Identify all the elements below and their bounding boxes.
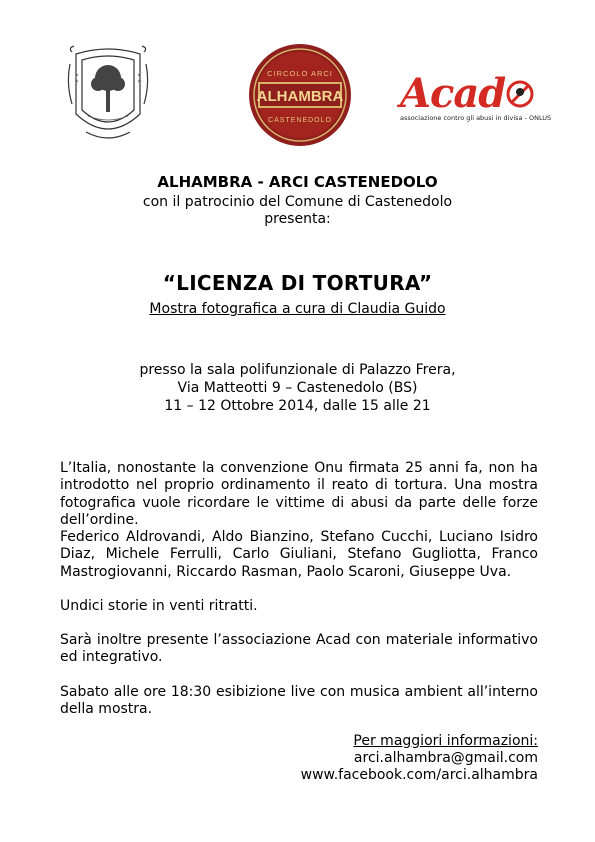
prohibition-icon bbox=[506, 80, 534, 108]
contact-email[interactable]: arci.alhambra@gmail.com bbox=[353, 750, 538, 766]
stories-line: Undici storie in venti ritratti. bbox=[60, 598, 258, 614]
intro-paragraph: L’Italia, nonostante la convenzione Onu firmata 25 anni fa, non ha introdotto nel proprio ordinamento il reato di tortura. Una mostra fotografica vuole ricordare le vittime di abusi da parte delle forze dell’ordine. bbox=[60, 460, 538, 529]
alhambra-logo-bottom: CASTENEDOLO bbox=[268, 117, 332, 124]
municipal-crest-logo bbox=[66, 44, 150, 146]
alhambra-logo-main: ALHAMBRA bbox=[256, 88, 344, 105]
organization-title: ALHAMBRA - ARCI CASTENEDOLO bbox=[157, 173, 438, 191]
presents-line: presenta: bbox=[264, 211, 331, 227]
live-music-paragraph: Sabato alle ore 18:30 esibizione live con musica ambient all’interno della mostra. bbox=[60, 684, 538, 718]
contact-website[interactable]: www.facebook.com/arci.alhambra bbox=[300, 767, 538, 783]
victims-list: Federico Aldrovandi, Aldo Bianzino, Stefano Cucchi, Luciano Isidro Diaz, Michele Ferrulli, Carlo Giuliani, Stefano Gugliotta, Franco Mastrogiovanni, Riccardo Rasman, Paolo Scaroni, Giuseppe Uva. bbox=[60, 529, 538, 580]
exhibition-subtitle: Mostra fotografica a cura di Claudia Guido bbox=[149, 301, 446, 317]
address-line: Via Matteotti 9 – Castenedolo (BS) bbox=[177, 380, 418, 396]
exhibition-title: “LICENZA DI TORTURA” bbox=[162, 271, 433, 295]
acad-paragraph: Sarà inoltre presente l’associazione Acad con materiale informativo ed integrativo. bbox=[60, 632, 538, 666]
alhambra-badge-logo bbox=[248, 40, 352, 150]
acad-logo-subtitle: associazione contro gli abusi in divisa - ONLUS bbox=[400, 114, 552, 122]
contact-heading: Per maggiori informazioni: bbox=[353, 733, 538, 749]
acad-logo bbox=[400, 70, 552, 128]
dates-line: 11 – 12 Ottobre 2014, dalle 15 alle 21 bbox=[164, 398, 431, 414]
acad-logo-word: Acad bbox=[400, 70, 506, 117]
venue-line: presso la sala polifunzionale di Palazzo Frera, bbox=[139, 362, 456, 378]
patronage-line: con il patrocinio del Comune di Castenedolo bbox=[142, 194, 453, 210]
alhambra-logo-top: CIRCOLO ARCI bbox=[267, 69, 333, 78]
